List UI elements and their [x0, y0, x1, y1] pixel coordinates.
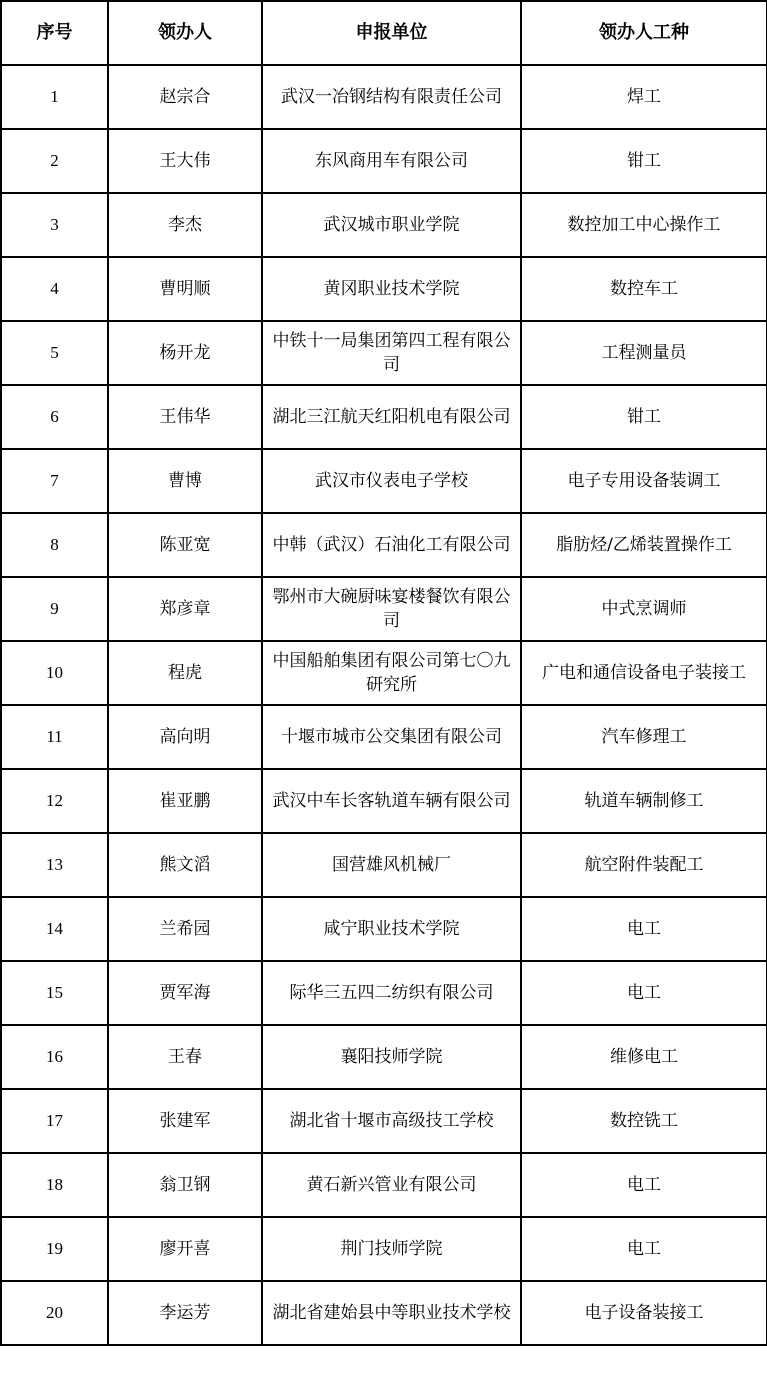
table-row	[1, 193, 767, 257]
table-row	[1, 1153, 767, 1217]
cell-unit: 中国船舶集团有限公司第七〇九研究所	[262, 641, 521, 705]
table-body	[1, 65, 767, 1345]
cell-unit: 十堰市城市公交集团有限公司	[262, 705, 521, 769]
cell-no: 4	[1, 257, 108, 321]
table-row	[1, 1025, 767, 1089]
cell-name: 翁卫钢	[108, 1153, 262, 1217]
table-row	[1, 641, 767, 705]
cell-name: 王伟华	[108, 385, 262, 449]
table-row	[1, 65, 767, 129]
cell-name: 张建军	[108, 1089, 262, 1153]
cell-name: 熊文滔	[108, 833, 262, 897]
cell-no: 12	[1, 769, 108, 833]
cell-no: 8	[1, 513, 108, 577]
cell-unit: 东风商用车有限公司	[262, 129, 521, 193]
cell-no: 14	[1, 897, 108, 961]
cell-trade: 广电和通信设备电子装接工	[521, 641, 767, 705]
table-row	[1, 705, 767, 769]
header-no: 序号	[1, 1, 108, 65]
cell-no: 11	[1, 705, 108, 769]
table-row	[1, 961, 767, 1025]
cell-unit: 武汉城市职业学院	[262, 193, 521, 257]
cell-unit: 襄阳技师学院	[262, 1025, 521, 1089]
cell-name: 曹明顺	[108, 257, 262, 321]
header-row	[1, 1, 767, 65]
cell-no: 20	[1, 1281, 108, 1345]
cell-name: 赵宗合	[108, 65, 262, 129]
cell-trade: 焊工	[521, 65, 767, 129]
cell-trade: 脂肪烃/乙烯装置操作工	[521, 513, 767, 577]
cell-unit: 咸宁职业技术学院	[262, 897, 521, 961]
cell-name: 王大伟	[108, 129, 262, 193]
cell-no: 2	[1, 129, 108, 193]
cell-unit: 武汉中车长客轨道车辆有限公司	[262, 769, 521, 833]
header-unit: 申报单位	[262, 1, 521, 65]
cell-unit: 武汉市仪表电子学校	[262, 449, 521, 513]
cell-name: 廖开喜	[108, 1217, 262, 1281]
table-row	[1, 257, 767, 321]
cell-no: 1	[1, 65, 108, 129]
cell-trade: 钳工	[521, 129, 767, 193]
cell-no: 6	[1, 385, 108, 449]
cell-name: 崔亚鹏	[108, 769, 262, 833]
table-row	[1, 449, 767, 513]
table-row	[1, 513, 767, 577]
cell-name: 高向明	[108, 705, 262, 769]
cell-trade: 中式烹调师	[521, 577, 767, 641]
table-row	[1, 1217, 767, 1281]
cell-trade: 钳工	[521, 385, 767, 449]
cell-no: 16	[1, 1025, 108, 1089]
cell-no: 17	[1, 1089, 108, 1153]
cell-name: 李运芳	[108, 1281, 262, 1345]
cell-unit: 国营雄风机械厂	[262, 833, 521, 897]
cell-no: 18	[1, 1153, 108, 1217]
cell-trade: 轨道车辆制修工	[521, 769, 767, 833]
cell-trade: 数控加工中心操作工	[521, 193, 767, 257]
table-row	[1, 1281, 767, 1345]
header-trade: 领办人工种	[521, 1, 767, 65]
cell-trade: 数控车工	[521, 257, 767, 321]
cell-unit: 中铁十一局集团第四工程有限公司	[262, 321, 521, 385]
cell-unit: 荆门技师学院	[262, 1217, 521, 1281]
cell-unit: 鄂州市大碗厨味宴楼餐饮有限公司	[262, 577, 521, 641]
cell-trade: 电工	[521, 1217, 767, 1281]
cell-trade: 电子专用设备装调工	[521, 449, 767, 513]
cell-trade: 工程测量员	[521, 321, 767, 385]
table-row	[1, 385, 767, 449]
cell-trade: 维修电工	[521, 1025, 767, 1089]
table-row	[1, 833, 767, 897]
cell-trade: 航空附件装配工	[521, 833, 767, 897]
header-name: 领办人	[108, 1, 262, 65]
cell-no: 5	[1, 321, 108, 385]
cell-unit: 湖北省十堰市高级技工学校	[262, 1089, 521, 1153]
cell-name: 兰希园	[108, 897, 262, 961]
table-row	[1, 769, 767, 833]
cell-unit: 黄石新兴管业有限公司	[262, 1153, 521, 1217]
cell-trade: 电工	[521, 961, 767, 1025]
cell-name: 郑彦章	[108, 577, 262, 641]
cell-trade: 电工	[521, 897, 767, 961]
cell-name: 曹博	[108, 449, 262, 513]
cell-unit: 黄冈职业技术学院	[262, 257, 521, 321]
cell-no: 13	[1, 833, 108, 897]
cell-no: 19	[1, 1217, 108, 1281]
cell-no: 15	[1, 961, 108, 1025]
cell-trade: 汽车修理工	[521, 705, 767, 769]
table-row	[1, 897, 767, 961]
cell-name: 杨开龙	[108, 321, 262, 385]
cell-unit: 湖北三江航天红阳机电有限公司	[262, 385, 521, 449]
cell-unit: 中韩（武汉）石油化工有限公司	[262, 513, 521, 577]
cell-name: 程虎	[108, 641, 262, 705]
cell-no: 10	[1, 641, 108, 705]
cell-unit: 际华三五四二纺织有限公司	[262, 961, 521, 1025]
cell-unit: 湖北省建始县中等职业技术学校	[262, 1281, 521, 1345]
cell-name: 李杰	[108, 193, 262, 257]
table-row	[1, 129, 767, 193]
table-row	[1, 321, 767, 385]
cell-trade: 数控铣工	[521, 1089, 767, 1153]
cell-no: 9	[1, 577, 108, 641]
cell-name: 陈亚宽	[108, 513, 262, 577]
cell-unit: 武汉一冶钢结构有限责任公司	[262, 65, 521, 129]
cell-trade: 电工	[521, 1153, 767, 1217]
table-row	[1, 1089, 767, 1153]
table-row	[1, 577, 767, 641]
cell-no: 3	[1, 193, 108, 257]
cell-no: 7	[1, 449, 108, 513]
cell-trade: 电子设备装接工	[521, 1281, 767, 1345]
cell-name: 贾军海	[108, 961, 262, 1025]
cell-name: 王春	[108, 1025, 262, 1089]
